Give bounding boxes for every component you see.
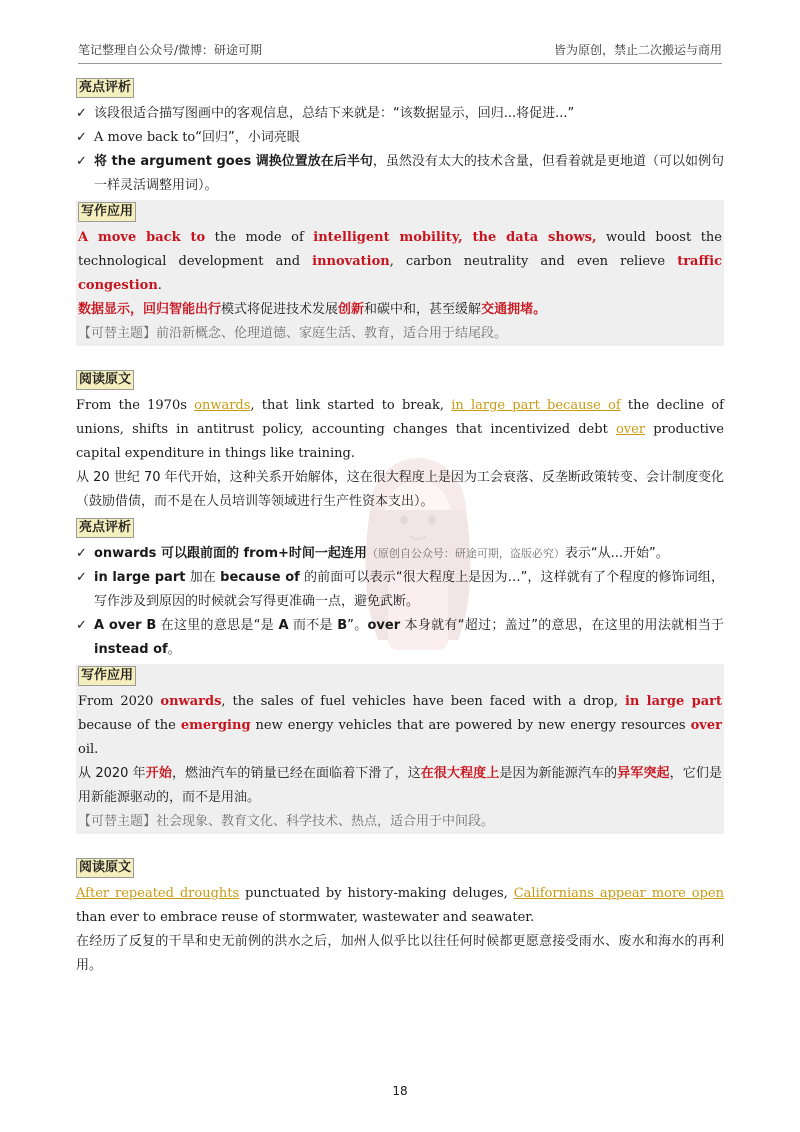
writing-block: [76, 200, 724, 346]
checkmark-icon: ✓: [76, 546, 87, 561]
checkmark-icon: ✓: [76, 618, 87, 633]
page-header: [78, 36, 722, 58]
reading-chinese: 从 20 世纪 70 年代开始，这种关系开始解体，这在很大程度上是因为工会衰落、反垄断政策转变、会计制度变化（鼓励借债，而不是在人员培训等领域进行生产性资本支出）。: [76, 470, 724, 509]
writing-english: A move back to the mode of intelligent mobility, the data shows, would boost the technological development and innovation, carbon neutrality and even relieve traffic congestion.: [78, 230, 722, 293]
tag-writing: 写作应用: [78, 202, 136, 222]
tag-highlight: 亮点评析: [76, 78, 134, 98]
checkmark-icon: ✓: [76, 570, 87, 585]
highlight-phrase: A move back to: [94, 130, 196, 145]
checkmark-icon: ✓: [76, 154, 87, 169]
highlight-bold: 将 the argument goes 调换位置放在后半句: [94, 154, 373, 169]
checkmark-icon: ✓: [76, 130, 87, 145]
page-number: 18: [392, 1084, 408, 1098]
alternative-theme: 【可替主题】社会现象、教育文化、科学技术、热点，适合用于中间段。: [78, 814, 495, 829]
reading-chinese: 在经历了反复的干旱和史无前例的洪水之后，加州人似乎比以往任何时候都更愿意接受雨水、废水和海水的再利用。: [76, 934, 724, 973]
page-content: [76, 74, 724, 978]
checkmark-icon: ✓: [76, 106, 87, 121]
writing-english: From 2020 onwards, the sales of fuel vehicles have been faced with a drop, in large part because of the emerging new energy vehicles that are powered by new energy resources over oil.: [78, 694, 722, 757]
tag-writing: 写作应用: [78, 666, 136, 686]
highlight-item: [76, 102, 724, 126]
writing-chinese: 数据显示，回归智能出行模式将促进技术发展创新和碳中和，甚至缓解交通拥堵。: [78, 302, 547, 317]
header-right-text: 皆为原创，禁止二次搬运与商用: [553, 43, 722, 57]
writing-block: [76, 664, 724, 834]
highlight-item: ✓ A over B 在这里的意思是“是 A 而不是 B”。over 本身就有“超过；盖过”的意思，在这里的用法就相当于 instead of。: [76, 614, 724, 662]
tag-highlight: 亮点评析: [76, 518, 134, 538]
tag-reading: 阅读原文: [76, 370, 134, 390]
header-left-text: 笔记整理自公众号/微博：研途可期: [78, 43, 263, 57]
reading-english: After repeated droughts punctuated by history-making deluges, Californians appear more open than ever to embrace reuse of stormwater, wastewater and seawater.: [76, 886, 724, 925]
highlight-item: [76, 126, 724, 150]
highlight-text: 该段很适合描写图画中的客观信息，总结下来就是：“该数据显示，回归...将促进...”: [94, 106, 575, 121]
alternative-theme: 【可替主题】前沿新概念、伦理道德、家庭生活、教育，适合用于结尾段。: [78, 326, 508, 341]
header-divider: [78, 63, 722, 64]
highlight-text: ，虽然没有太大的技术含量，但看着就是更地道（可以如例句一样灵活调整用词）。: [94, 154, 724, 193]
highlight-text: “回归”，小词亮眼: [195, 130, 300, 145]
tag-reading: 阅读原文: [76, 858, 134, 878]
copyright-note: （原创自公众号：研途可期，盗版必究）: [366, 547, 565, 560]
reading-english: From the 1970s onwards, that link started to break, in large part because of the decline of unions, shifts in antitrust policy, accounting changes that incentivized debt over productive capital expenditure in things like training.: [76, 398, 724, 461]
highlight-item: [76, 150, 724, 198]
highlight-item: ✓ in large part 加在 because of 的前面可以表示“很大程度上是因为…”，这样就有了个程度的修饰词组，写作涉及到原因的时候就会写得更准确一点，避免武断。: [76, 566, 724, 614]
highlight-item: ✓ onwards 可以跟前面的 from+时间一起连用（原创自公众号：研途可期，盗版必究）表示“从...开始”。: [76, 542, 724, 566]
writing-chinese: 从 2020 年开始，燃油汽车的销量已经在面临着下滑了，这在很大程度上是因为新能源汽车的异军突起，它们是用新能源驱动的，而不是用油。: [78, 766, 722, 805]
